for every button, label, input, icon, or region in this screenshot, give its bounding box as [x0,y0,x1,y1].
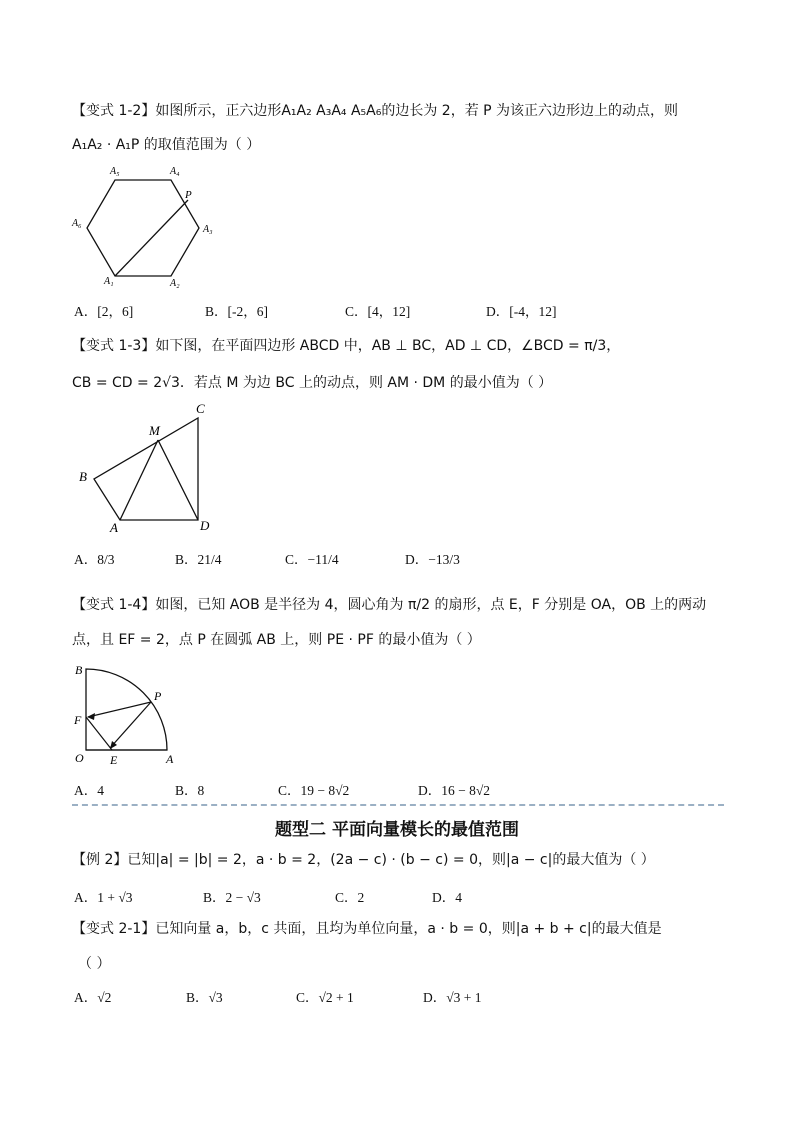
label-p: P [154,689,162,703]
option-d: D．4 [432,890,462,905]
label-m: M [149,423,160,438]
option-a: A．√2 [74,990,112,1005]
label-b: B [79,469,87,484]
label-b: B [75,663,83,677]
option-d: D．√3 + 1 [423,990,482,1005]
option-d: D．[-4，12] [486,304,557,319]
option-c: C．[4，12] [345,304,411,319]
problem-1-4-text-line2: 点，且 EF = 2，点 P 在圆弧 AB 上，则 PE · PF 的最小值为（ ） [72,632,481,648]
problem-1-4-text-line1: 【变式 1-4】如图，已知 AOB 是半径为 4，圆心角为 π/2 的扇形，点 E，F 分别是 OA，OB 上的两动 [72,597,707,613]
label-a: A [110,520,118,535]
option-c: C．√2 + 1 [296,990,354,1005]
label-a4: A₄ [170,166,180,177]
problem-1-3-text-line1: 【变式 1-3】如下图，在平面四边形 ABCD 中，AB ⊥ BC，AD ⊥ CD，∠BCD = π/3， [72,338,621,354]
label-p: P [185,189,192,201]
section-title: 题型二 平面向量模长的最值范围 [275,820,519,840]
label-a1: A₁ [104,276,114,287]
problem-1-3-text-line2: CB = CD = 2√3．若点 M 为边 BC 上的动点，则 AM · DM 的最小值为（ ） [72,375,553,391]
quadrilateral-diagram [72,398,222,538]
option-b: B．√3 [186,990,223,1005]
label-a2: A₂ [170,278,180,289]
label-a: A [166,752,174,766]
option-a: A．[2，6] [74,304,134,319]
label-a5: A₅ [110,166,120,177]
problem-2-1-text-line1: 【变式 2-1】已知向量 a，b，c 共面，且均为单位向量，a · b = 0，则|a + b + c|的最大值是 [72,921,662,937]
option-c: C．19 − 8√2 [278,783,350,798]
option-b: B．[-2，6] [205,304,268,319]
option-b: B．2 − √3 [203,890,261,905]
label-a3: A₃ [203,224,213,235]
label-a6: A₆ [72,218,82,229]
label-f: F [74,713,82,727]
problem-1-2-text-line2: A₁A₂ · A₁P 的取值范围为（ ） [72,137,261,153]
label-d: D [200,518,210,533]
option-a: A．8/3 [74,552,115,567]
problem-1-2-text-line1: 【变式 1-2】如图所示，正六边形A₁A₂ A₃A₄ A₅A₆的边长为 2，若 P 为该正六边形边上的动点，则 [72,103,679,119]
option-b: B．8 [175,783,205,798]
option-b: B．21/4 [175,552,222,567]
option-a: A．4 [74,783,104,798]
option-d: D．16 − 8√2 [418,783,491,798]
option-d: D．−13/3 [405,552,460,567]
label-c: C [196,401,205,416]
label-o: O [75,751,84,765]
option-c: C．2 [335,890,365,905]
option-c: C．−11/4 [285,552,339,567]
option-a: A．1 + √3 [74,890,133,905]
hexagon-diagram [66,160,226,292]
example-2-text: 【例 2】已知|a| = |b| = 2，a · b = 2，(2a − c) · (b − c) = 0，则|a − c|的最大值为（ ） [72,852,655,868]
label-e: E [110,753,118,767]
problem-2-1-text-line2: （ ） [78,956,111,972]
sector-diagram [72,657,192,767]
section-divider [72,804,724,806]
